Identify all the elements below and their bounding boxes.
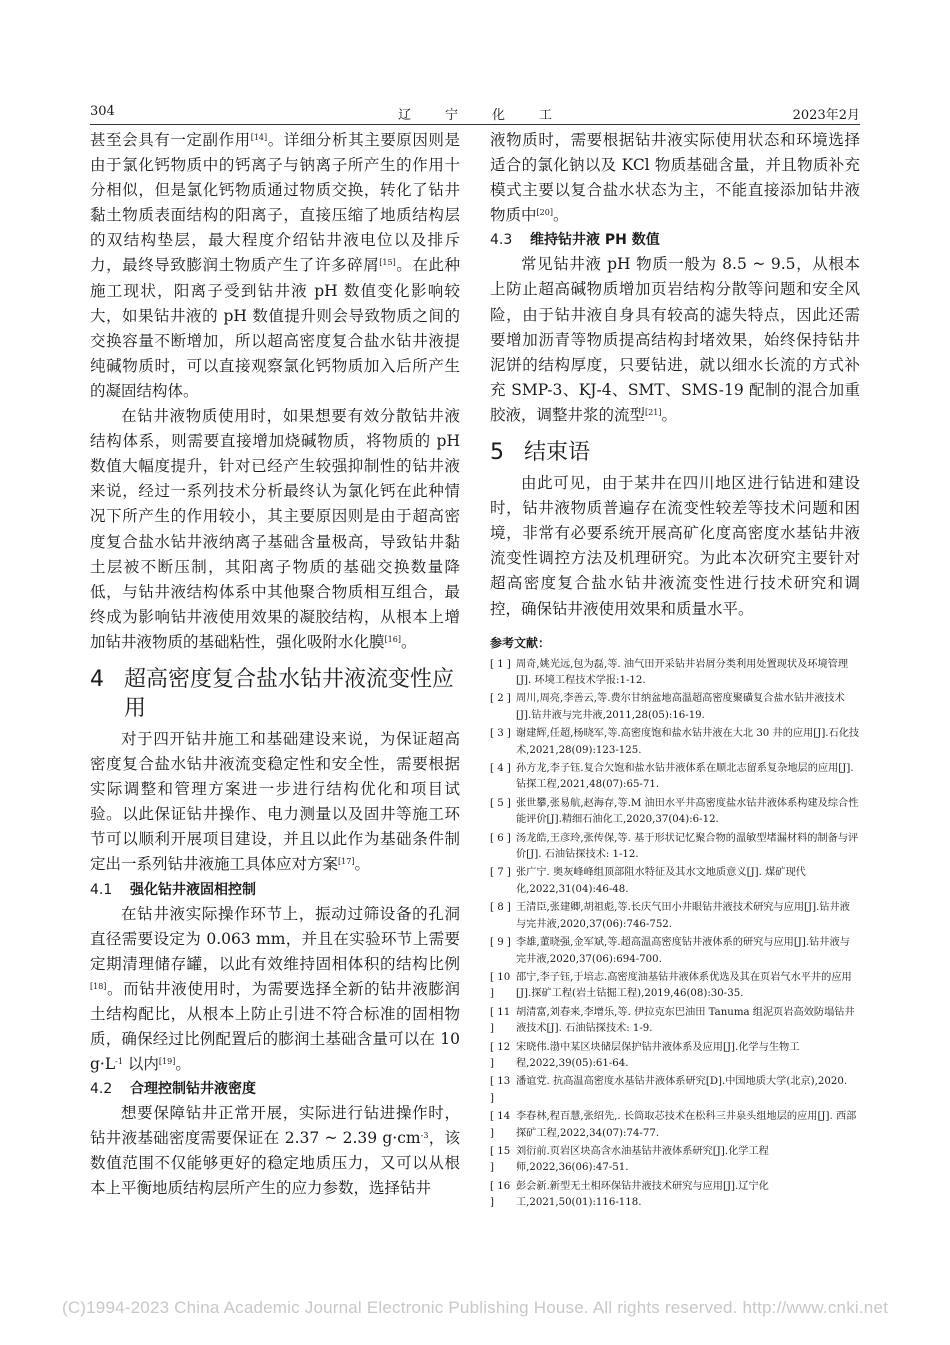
paragraph-3: 对于四开钻井施工和基础建设来说，为保证超高密度复合盐水钻井液流变稳定性和安全性，需要根据实际调整和管理方案进一步进行结构优化和项目试验。以此保证钻井操作、电力测量以及固井等施工环节可以顺利开展项目建设，并且以此作为基础条件制定出一系列钻井液施工具体应对方案[17]。: [90, 729, 460, 874]
running-header: [90, 104, 860, 124]
issue-date: 2023年2月: [792, 108, 860, 123]
section-4-2-heading: [90, 1078, 460, 1100]
paragraph-1: 甚至会具有一定副作用[14]。详细分析其主要原因则是由于氯化钙物质中的钙离子与钠离子所产生的作用十分相似，但是氯化钙物质通过物质交换，转化了钻井黏土物质表面结构的阳离子，直接压缩了地质结构层的双结构垫层，最大程度介绍钻井液电位以及排斥力，最终导致膨润土物质产生了许多碎屑[15]。在此种施工现状，阳离子受到钻井液 pH 数值变化影响较大，如果钻井液的 pH 数值提升则会导致物质之间的交换容量不断增加，所以超高密度复合盐水钻井液提纯碱物质时，可以直接观察氯化钙物质加入后所产生的凝固结构体。: [90, 131, 460, 400]
reference-number: [ 7 ]: [490, 867, 511, 879]
page-number: 304: [90, 104, 115, 119]
reference-number: [ 16 ]: [490, 1180, 511, 1209]
citation[interactable]: [17]: [338, 857, 355, 867]
section-5-heading: [490, 438, 860, 467]
reference-text: 张广宁. 奥灰峰峰组顶部阻水特征及其水文地质意义[J]. 煤矿现代化,2022,31(04):46-48.: [516, 867, 806, 895]
reference-item: [490, 657, 860, 690]
left-column: [90, 128, 460, 1202]
right-column: [490, 128, 860, 1214]
header-rule: [90, 124, 860, 125]
reference-number: [ 11 ]: [490, 1006, 511, 1035]
section-number: 4: [90, 666, 104, 692]
reference-number: [ 3 ]: [490, 728, 511, 740]
reference-number: [ 1 ]: [490, 658, 511, 670]
reference-text: 孙方龙,李子钰.复合欠饱和盐水钻井液体系在顺北志留系复杂地层的应用[J].钻探工程,2021,48(07):65-71.: [516, 763, 854, 791]
citation[interactable]: [14]: [250, 133, 268, 142]
reference-number: [ 13 ]: [490, 1076, 511, 1104]
section-4-3-heading: [490, 229, 860, 251]
paragraph-2: 在钻井液物质使用时，如果想要有效分散钻井液结构体系，则需要直接增加烧碱物质，将物质的 pH 数值大幅度提升，针对已经产生较强抑制性的钻井液来说，经过一系列技术分析最终认为氯化钙在此种情况下所产生的作用较小，其主要原因则是由于超高密度复合盐水钻井液纳离子基础含量极高，导致钻井黏土层被不断压制，其阳离子物质的基础交换数量降低，与钻井液结构体系中其他聚合物质相互组合，最终成为影响钻井液使用效果的凝胶结构，从根本上增加钻井液物质的基础粘性，强化吸附水化膜[16]。: [90, 407, 460, 651]
citation[interactable]: [20]: [536, 208, 553, 218]
reference-text: 邵宁,李子钰,于培志.高密度油基钻井液体系优选及其在页岩气水平井的应用[J].探矿工程(岩土钻掘工程),2019,46(08):30-35.: [516, 971, 852, 1000]
reference-item: [490, 865, 860, 898]
citation[interactable]: [19]: [158, 1057, 176, 1067]
section-number: 5: [490, 440, 504, 466]
paragraph-4: 在钻井液实际操作环节上，振动过筛设备的孔洞直径需要设定为 0.063 mm，并且在实验环节上需要定期清理储存罐，以此有效维持固相体积的结构比例[18]。而钻井液使用时，为需要选择全新的钻井液膨润土结构配比，从根本上防止引进不符合标准的固相物质，确保经过比例配置后的膨润土基础含量可以在 10 $g\cdot L^{-1}$ 以内[19]。: [90, 904, 460, 1074]
citation[interactable]: [18]: [90, 981, 107, 991]
reference-text: 刘衍前.页岩区块高含水油基钻井液体系研究[J].化学工程师,2022,36(06):47-51.: [516, 1145, 769, 1174]
paragraph-7: 常见钻井液 pH 物质一般为 8.5 ~ 9.5，从根本上防止超高碱物质增加页岩结构分散等问题和安全风险，由于钻井液自身具有较高的滤失特点，因此还需要增加沥青等物质提高结构封堵效果，始终保持钻井泥饼的结构厚度，只要钻进，就以细水长流的方式补充 SMP-3、KJ-4、SMT、SMS-19 配制的混合加重胶液，调整井浆的流型[21]。: [490, 255, 860, 424]
reference-item: [490, 1179, 860, 1212]
reference-item: [490, 1040, 860, 1073]
reference-item: [490, 761, 860, 794]
reference-text: 潘谊党. 抗高温高密度水基钻井液体系研究[D].中国地质大学(北京),2020.: [516, 1076, 848, 1088]
copyright-footer: (C)1994-2023 China Academic Journal Electronic Publishing House. All rights reserved. http://www.cnki.net: [61, 1298, 889, 1317]
reference-text: 周奇,姚光远,包为磊,等. 油气田开采钻井岩屑分类利用处置现状及环境管理[J]. 环境工程技术学报:1-12.: [516, 658, 849, 686]
reference-item: [490, 691, 860, 724]
reference-text: 宋晓伟.渤中某区块储层保护钻井液体系及应用[J].化学与生物工程,2022,39(05):61-64.: [516, 1041, 800, 1069]
reference-list: [490, 657, 860, 1212]
reference-text: 李春林,程百慧,张绍先,. 长筒取芯技术在松科三井泉头组地层的应用[J]. 西部探矿工程,2022,34(07):74-77.: [516, 1111, 857, 1139]
reference-text: 彭会新.新型无土相环保钻井液技术研究与应用[J].辽宁化工,2021,50(01):116-118.: [516, 1180, 769, 1209]
reference-item: [490, 900, 860, 933]
reference-text: 周川,周亮,李善云,等.费尔甘纳盆地高温超高密度聚磺复合盐水钻井液技术[J].钻井液与完井液,2011,28(05):16-19.: [516, 693, 845, 721]
reference-text: 胡清富,刘春来,李增乐,等. 伊拉克东巴油田 Tanuma 组泥页岩高效防塌钻井液技术[J]. 石油钻探技术: 1-9.: [516, 1006, 855, 1035]
citation[interactable]: [16]: [384, 634, 401, 644]
reference-text: 李雄,董晓强,金军斌,等.超高温高密度钻井液体系的研究与应用[J].钻井液与完井液,2020,37(06):694-700.: [516, 937, 850, 965]
reference-number: [ 6 ]: [490, 832, 511, 844]
reference-item: [490, 935, 860, 968]
section-title: 结束语: [524, 440, 591, 466]
paragraph-5: 想要保障钻井正常开展，实际进行钻进操作时，钻井液基础密度需要保证在 2.37 ~ 2.39 $g\cdot cm^{-3}$，该数值范围不仅能够更好的稳定地质压力，又可以从根本上平衡地质结构层所产生的应力参数，选择钻井: [90, 1104, 460, 1198]
reference-number: [ 8 ]: [490, 902, 511, 914]
paragraph-6: 液物质时，需要根据钻井液实际使用状态和环境选择适合的氯化钠以及 KCl 物质基础含量，并且物质补充模式主要以复合盐水状态为主，不能直接添加钻井液物质中[20]。: [490, 131, 860, 225]
subsection-number: 4.1: [90, 881, 113, 898]
reference-item: [490, 726, 860, 759]
reference-number: [ 14 ]: [490, 1111, 511, 1139]
subsection-number: 4.3: [490, 232, 513, 249]
subsection-title: 维持钻井液 PH 数值: [530, 232, 660, 249]
subsection-title: 合理控制钻井液密度: [130, 1081, 256, 1098]
reference-item: [490, 796, 860, 829]
citation[interactable]: [21]: [645, 407, 662, 417]
reference-text: 张世攀,张易航,赵海存,等.M 油田水平井高密度盐水钻井液体系构建及综合性能评价[J].精细石油化工,2020,37(04):6-12.: [516, 797, 859, 826]
reference-item: [490, 1005, 860, 1038]
section-title: 超高密度复合盐水钻井液流变性应用: [124, 666, 455, 721]
reference-number: [ 12 ]: [490, 1041, 511, 1069]
reference-item: [490, 970, 860, 1003]
unit-exponent: -1: [115, 1057, 123, 1067]
unit-exponent: -3: [420, 1131, 429, 1141]
references-title: 参考文献：: [490, 635, 551, 650]
subsection-title: 强化钻井液固相控制: [130, 881, 256, 898]
reference-number: [ 9 ]: [490, 937, 511, 949]
reference-number: [ 10 ]: [490, 971, 511, 1000]
reference-number: [ 15 ]: [490, 1145, 511, 1174]
reference-number: [ 5 ]: [490, 797, 511, 809]
reference-item: [490, 1144, 860, 1177]
reference-item: [490, 831, 860, 864]
reference-text: 汤龙皓,王彦玲,张传保,等. 基于形状记忆聚合物的温敏型堵漏材料的制备与评价[J]. 石油钻探技术: 1-12.: [516, 832, 859, 861]
reference-number: [ 4 ]: [490, 763, 511, 775]
reference-item: [490, 1109, 860, 1142]
reference-text: 谢建辉,任超,杨晓军,等.高密度饱和盐水钻井液在大北 30 井的应用[J].石化技术,2021,28(09):123-125.: [516, 728, 860, 756]
section-4-heading: [90, 665, 460, 723]
subsection-number: 4.2: [90, 1081, 113, 1098]
section-4-1-heading: [90, 879, 460, 901]
reference-number: [ 2 ]: [490, 693, 511, 705]
reference-item: [490, 1074, 860, 1107]
journal-name: 辽宁化工: [397, 108, 586, 123]
citation[interactable]: [15]: [379, 258, 396, 268]
paragraph-8: 由此可见，由于某井在四川地区进行钻进和建设时，钻井液物质普遍存在流变性较差等技术问题和困境，非常有必要系统开展高矿化度高密度水基钻井液流变性调控方法及机理研究。为此本次研究主要针对超高密度复合盐水钻井液流变性进行技术研究和调控，确保钻井液使用效果和质量水平。: [490, 474, 860, 618]
reference-text: 王清臣,张建卿,胡祖彪,等.长庆气田小井眼钻井液技术研究与应用[J].钻井液与完井液,2020,37(06):746-752.: [516, 902, 850, 930]
